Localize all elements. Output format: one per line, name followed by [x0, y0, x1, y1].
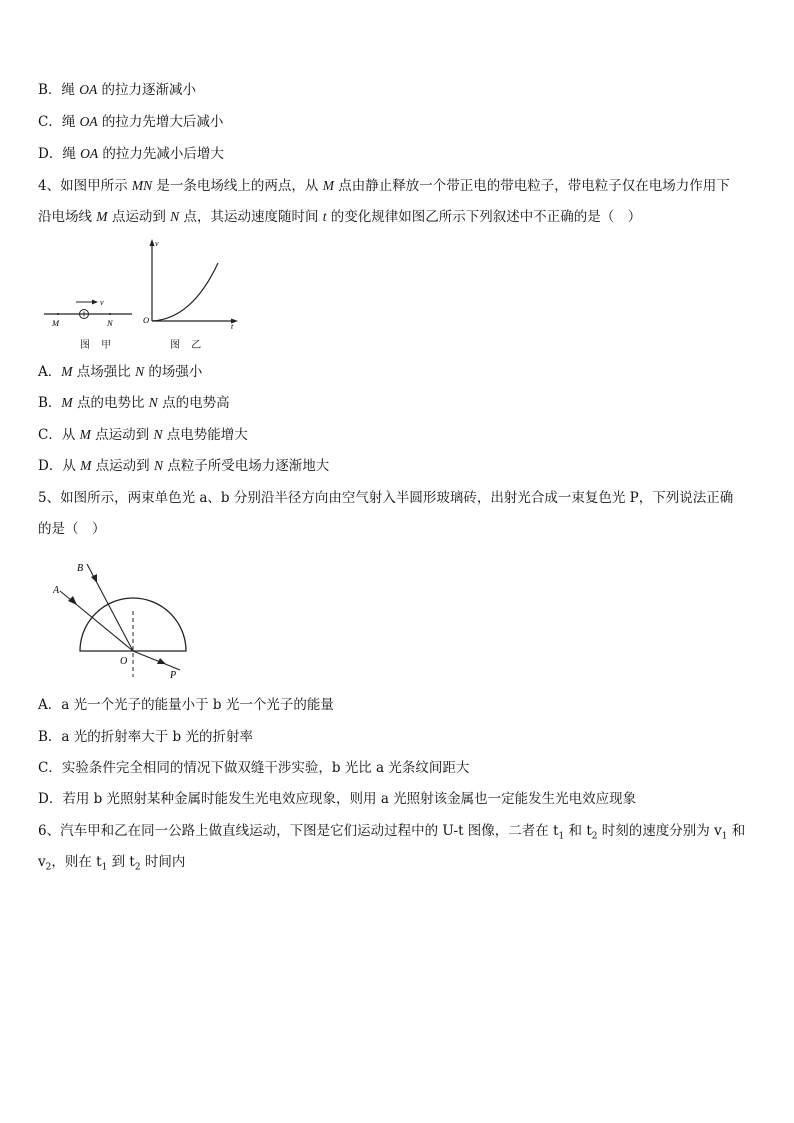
center-o-label: O [120, 656, 128, 667]
figure-a-caption: 图 甲 [80, 340, 116, 351]
field-line-diagram [40, 290, 140, 330]
q4-stem-line1: 4、如图甲所示 MN 是一条电场线上的两点，从 M 点由静止释放一个带正电的带电粒子，带电粒子仅在电场力作用下 [38, 178, 730, 194]
q4-stem-line2: 沿电场线 M 点运动到 N 点，其运动速度随时间 t 的变化规律如图乙所示下列叙述中不正确的是（ ） [38, 209, 642, 225]
q6-stem-line1: 6、汽车甲和乙在同一公路上做直线运动，下图是它们运动过程中的 U-t 图像，二者在 $t_1$ 和 $t_2$ 时刻的速度分别为 $v_1$ 和 [38, 823, 746, 842]
figure-b-caption: 图 乙 [170, 340, 206, 351]
q5-option-a: A．a 光一个光子的能量小于 b 光一个光子的能量 [38, 697, 334, 713]
ray-p [133, 651, 180, 670]
q3-option-b: B．绳 OA 的拉力逐渐减小 [38, 82, 197, 98]
q3-option-c: C．绳 OA 的拉力先增大后减小 [38, 114, 224, 130]
q4-figure-a [40, 290, 140, 352]
q5-option-b: B．a 光的折射率大于 b 光的折射率 [38, 729, 253, 745]
origin-label: O [143, 315, 150, 325]
ray-a-label: A [53, 585, 60, 596]
semicircle-glass [80, 598, 186, 651]
q4-option-b: B．M 点的电势比 N 点的电势高 [38, 395, 230, 411]
velocity-time-graph [140, 237, 240, 329]
q5-option-d: D．若用 b 光照射某种金属时能发生光电效应现象，则用 a 光照射该金属也一定能发生光电效应现象 [38, 791, 637, 807]
q3-option-d: D．绳 OA 的拉力先减小后增大 [38, 146, 224, 162]
q6-stem-line2: $v_2$，则在 $t_1$ 到 $t_2$ 时间内 [38, 854, 186, 873]
ray-p-label: P [170, 670, 177, 681]
velocity-label: v [100, 298, 104, 307]
v-axis-label: v [155, 239, 159, 248]
q5-stem-line1: 5、如图所示，两束单色光 a、b 分别沿半径方向由空气射入半圆形玻璃砖，出射光合成一束复色光 P，下列说法正确 [38, 490, 734, 506]
q4-option-d: D．从 M 点运动到 N 点粒子所受电场力逐渐地大 [38, 458, 330, 474]
semicircle-prism-diagram [40, 553, 200, 683]
velocity-curve [152, 263, 218, 321]
ray-b-label: B [77, 563, 84, 574]
t-axis-label: t [231, 322, 234, 329]
q5-option-c: C．实验条件完全相同的情况下做双缝干涉实验，b 光比 a 光条纹间距大 [38, 760, 470, 776]
q5-figure [40, 553, 200, 683]
q4-figure-b [140, 237, 240, 352]
point-n-label: N [107, 318, 113, 328]
q4-option-a: A．M 点场强比 N 的场强小 [38, 364, 203, 380]
q5-stem-line2: 的是（ ） [38, 521, 106, 537]
q4-option-c: C．从 M 点运动到 N 点电势能增大 [38, 427, 248, 443]
point-m-label: M [52, 318, 60, 328]
